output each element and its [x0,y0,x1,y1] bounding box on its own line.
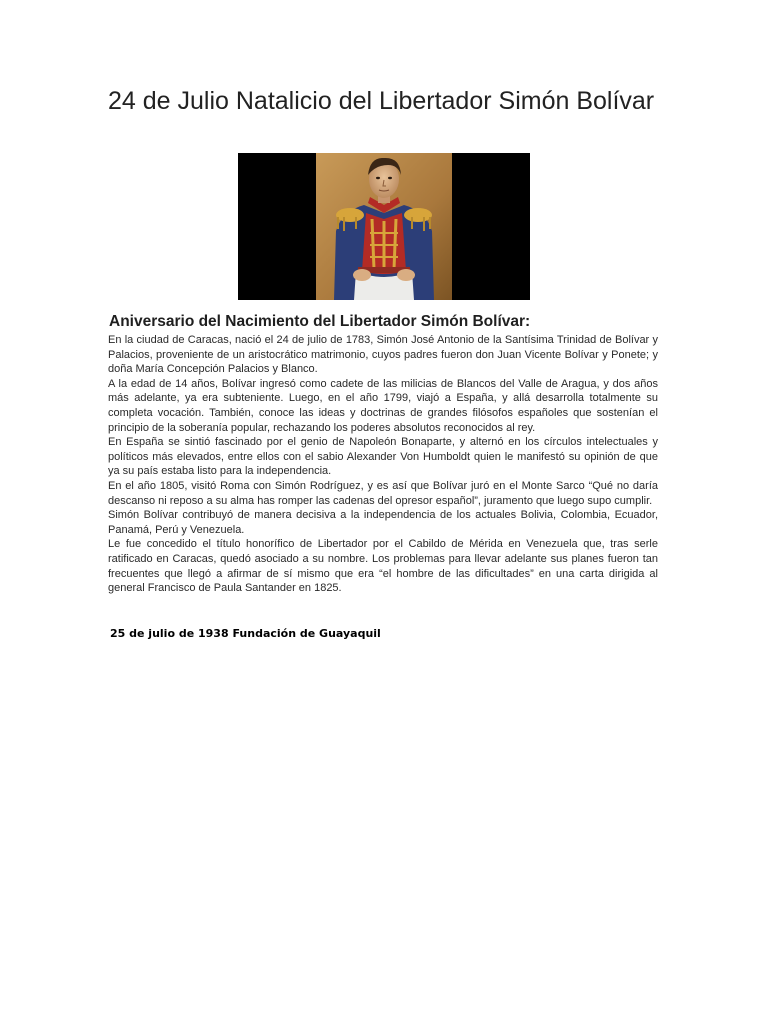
paragraph-youth: A la edad de 14 años, Bolívar ingresó como cadete de las milicias de Blancos del Valle de Aragua, y dos años más adelante, ya era subteniente. Luego, en el año 1799, viajó a España, y allá desarrolla totalmente su completa vocación. También, conoce las ideas y doctrinas de grandes filósofos españoles que sostenían el principio de la soberanía popular, rechazando los poderes absolutos reconocidos al rey. [108,377,658,434]
portrait-image [238,153,530,300]
paragraph-independence: Simón Bolívar contribuyó de manera decisiva a la independencia de los actuales Bolivia, Colombia, Ecuador, Panamá, Perú y Venezuela. [108,509,658,536]
paragraph-birth: En la ciudad de Caracas, nació el 24 de julio de 1783, Simón José Antonio de la Santísima Trinidad de Bolívar y Palacios, proveniente de un aristocrático matrimonio, cuyos padres fueron don Juan Vicente Bolívar y Ponete; y doña María Concepción Palacios y Blanco. [108,334,658,376]
paragraph-rome-oath: En el año 1805, visitó Roma con Simón Rodríguez, y es así que Bolívar juró en el Monte Sarco “Qué no daría descanso ni reposo a su alma has romper las cadenas del opresor español”, juramento que luego supo cumplir. [108,479,658,507]
article-body [108,333,658,596]
section-heading: Aniversario del Nacimiento del Libertador Simón Bolívar: [109,313,531,330]
paragraph-libertador-title: Le fue concedido el título honorífico de Libertador por el Cabildo de Mérida en Venezuela que, tras serle ratificado en Caracas, quedó asociado a su nombre. Los problemas para llevar adelante sus planes fueron tan frecuentes que llegó a afirmar de sí mismo que era “el hombre de las dificultades” en una carta dirigida al general Francisco de Paula Santander en 1825. [108,538,658,595]
paragraph-spain: En España se sintió fascinado por el genio de Napoleón Bonaparte, y alternó en los círculos intelectuales y políticos más elevados, entre ellos con el sabio Alexander Von Humboldt quien le manifestó su opinión de que ya su país estaba listo para la independencia. [108,436,658,478]
guayaquil-heading: 25 de julio de 1938 Fundación de Guayaquil [110,627,381,640]
bolivar-portrait-illustration [238,153,530,300]
page-title: 24 de Julio Natalicio del Libertador Simón Bolívar [108,87,655,115]
